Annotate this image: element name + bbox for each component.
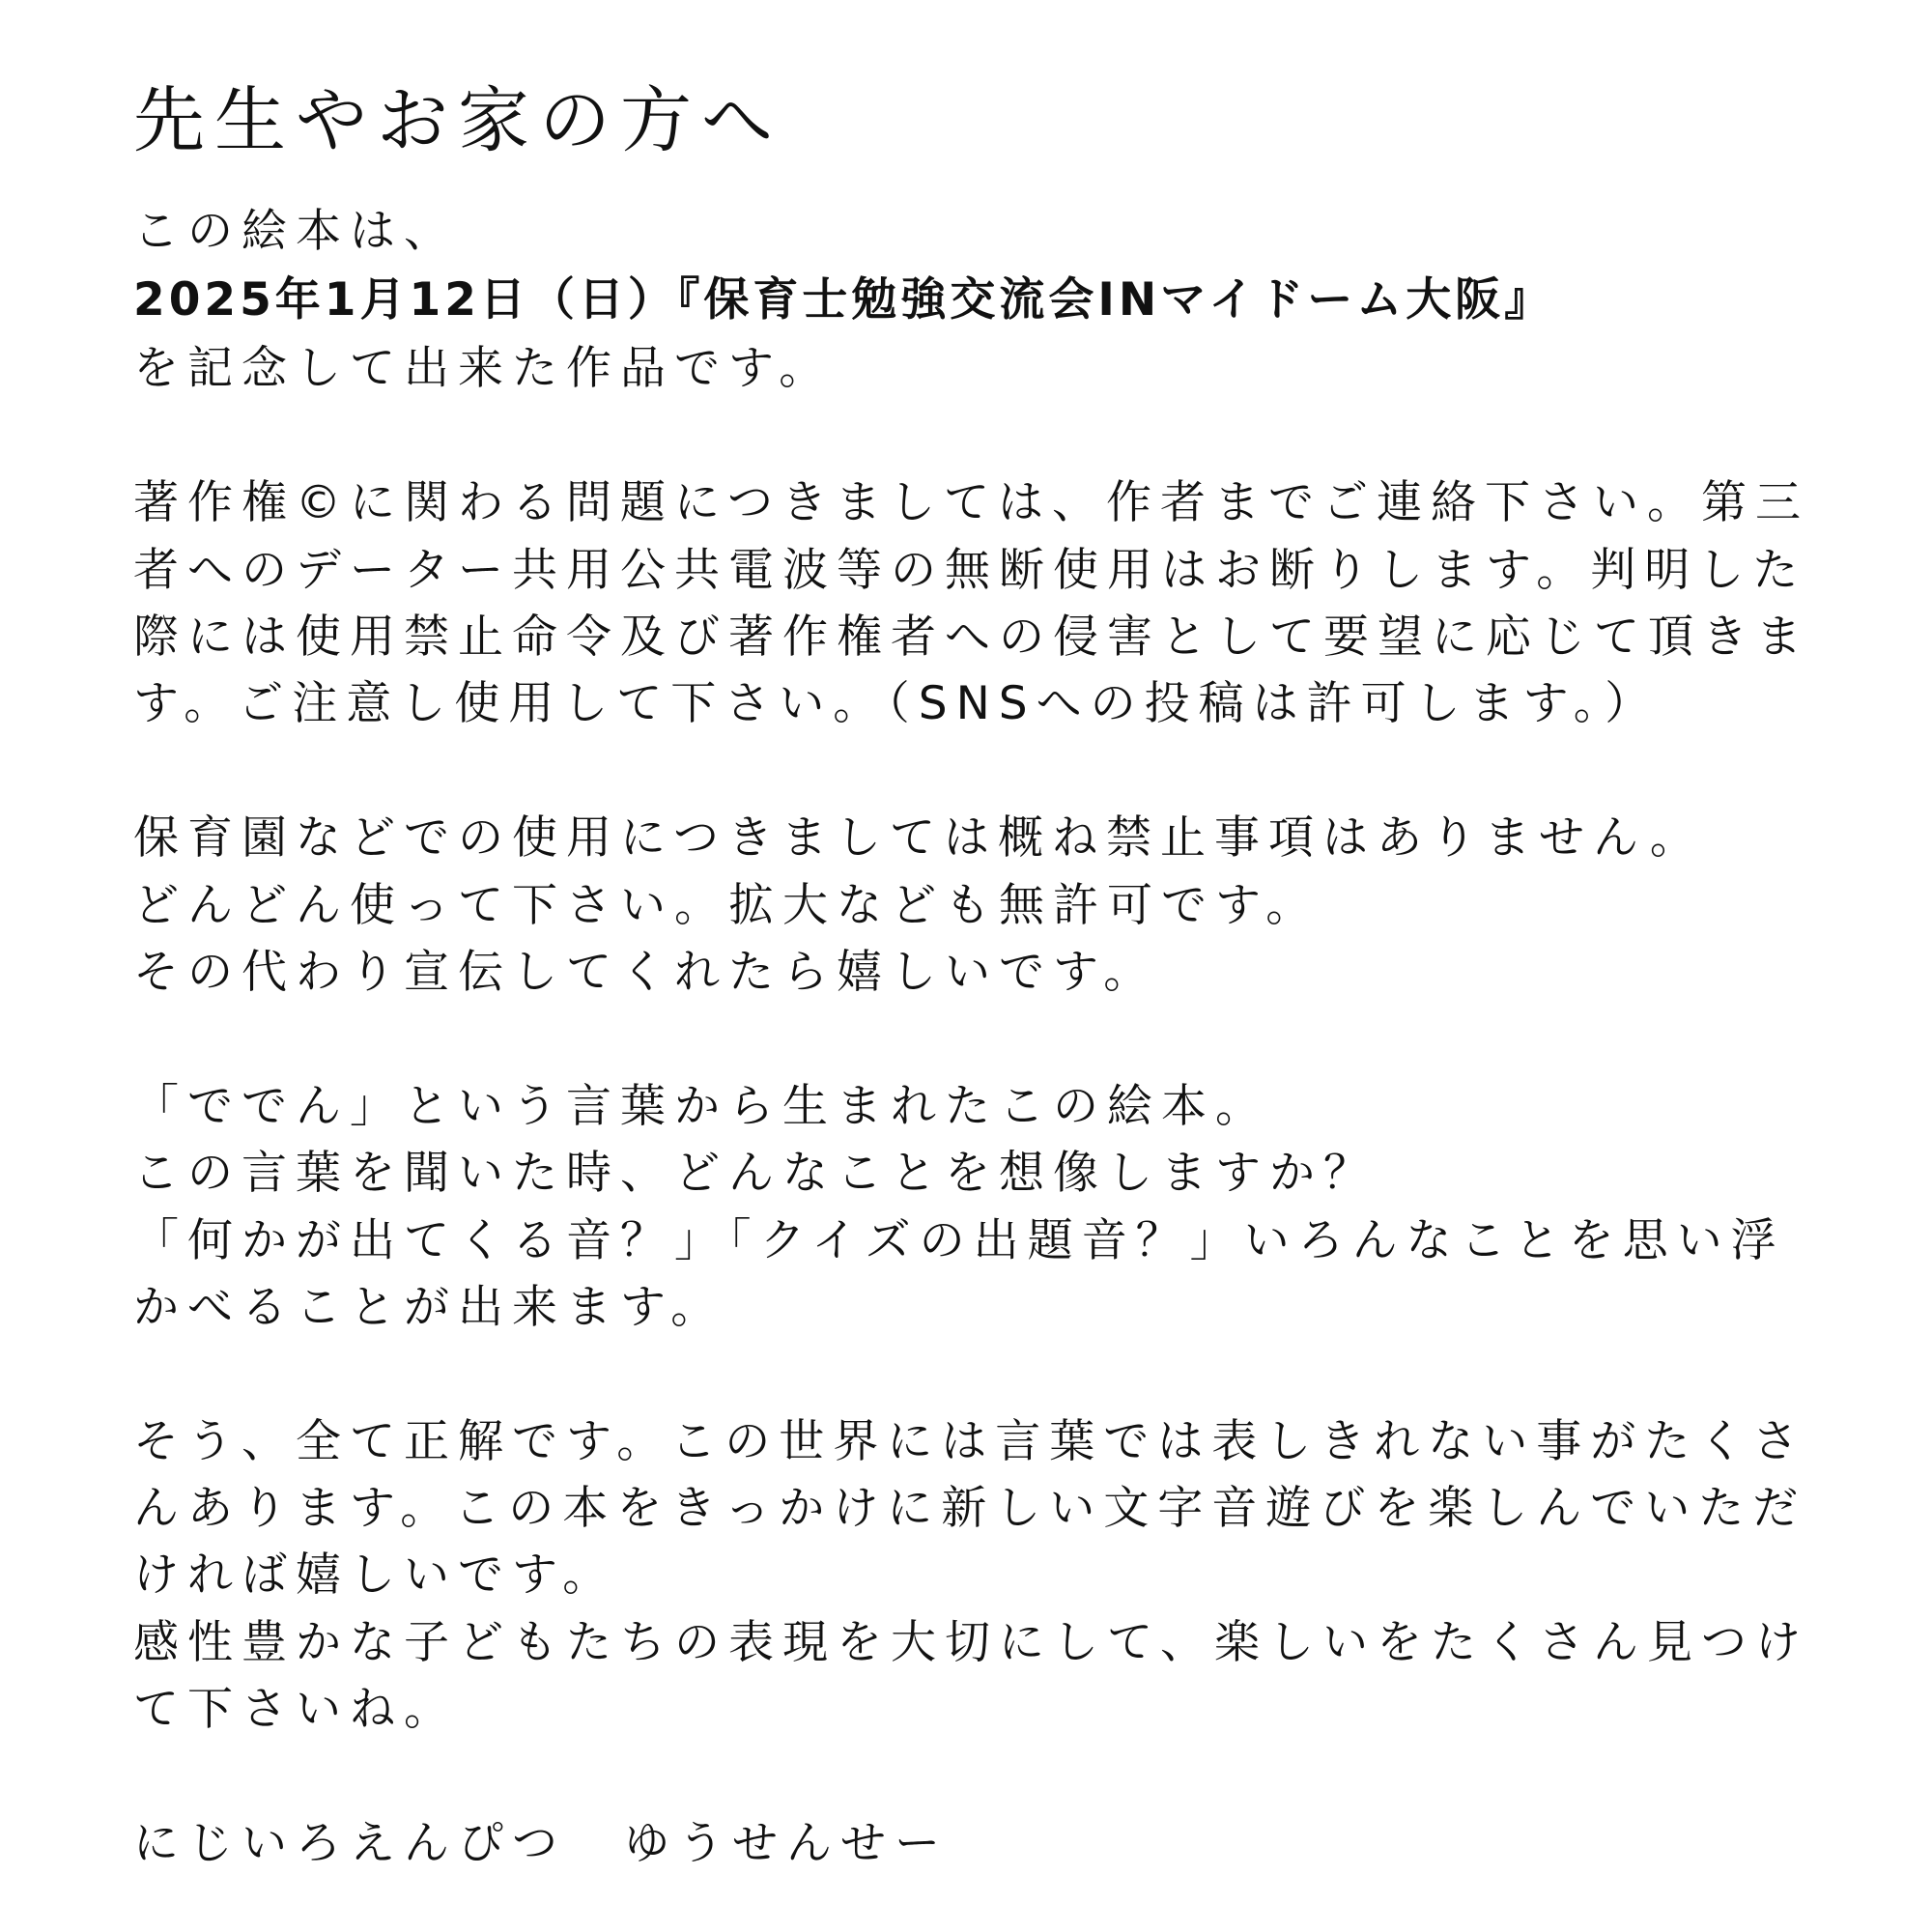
intro-line-3: を記念して出来た作品です。: [133, 342, 834, 395]
message-line-4: 感性豊かな子どもたちの表現を大切にして、楽しいをたくさん見つけ: [133, 1616, 1810, 1669]
signature: [133, 1817, 949, 1870]
page-title: 先生やお家の方へ: [133, 79, 782, 162]
copyright-line-2: 者へのデーター共用公共電波等の無断使用はお断りします。判明した: [133, 544, 1807, 597]
usage-line-3: その代わり宣伝してくれたら嬉しいです。: [133, 946, 1158, 999]
signature-group: にじいろえんぴつ: [133, 1817, 566, 1870]
usage-line-2: どんどん使って下さい。拡大なども無許可です。: [133, 879, 1321, 932]
message-line-2: んあります。この本をきっかけに新しい文字音遊びを楽しんでいただ: [133, 1482, 1807, 1535]
usage-line-1: 保育園などでの使用につきましては概ね禁止事項はありません。: [133, 811, 1704, 865]
intro-line-1: この絵本は、: [133, 205, 458, 258]
about-line-4: かべることが出来ます。: [133, 1281, 725, 1334]
message-line-5: て下さいね。: [133, 1683, 458, 1736]
signature-name: ゆうせんせー: [624, 1817, 949, 1870]
event-name-line: 2025年1月12日（日）『保育士勉強交流会INマイドーム大阪』: [133, 273, 1554, 327]
about-line-3: 「何かが出てくる音？」「クイズの出題音？」いろんなことを思い浮: [133, 1214, 1785, 1267]
message-line-1: そう、全て正解です。この世界には言葉では表しきれない事がたくさ: [133, 1415, 1807, 1468]
copyright-line-4: す。ご注意し使用して下さい。（SNSへの投稿は許可します。）: [133, 677, 1660, 730]
copyright-line-1: 著作権©に関わる問題につきましては、作者までご連絡下さい。第三: [133, 476, 1810, 529]
about-line-2: この言葉を聞いた時、どんなことを想像しますか？: [133, 1147, 1378, 1200]
copyright-line-3: 際には使用禁止命令及び著作権者への侵害として要望に応じて頂きま: [133, 611, 1810, 664]
message-line-3: ければ嬉しいです。: [133, 1548, 617, 1602]
about-line-1: 「ででん」という言葉から生まれたこの絵本。: [133, 1080, 1269, 1133]
